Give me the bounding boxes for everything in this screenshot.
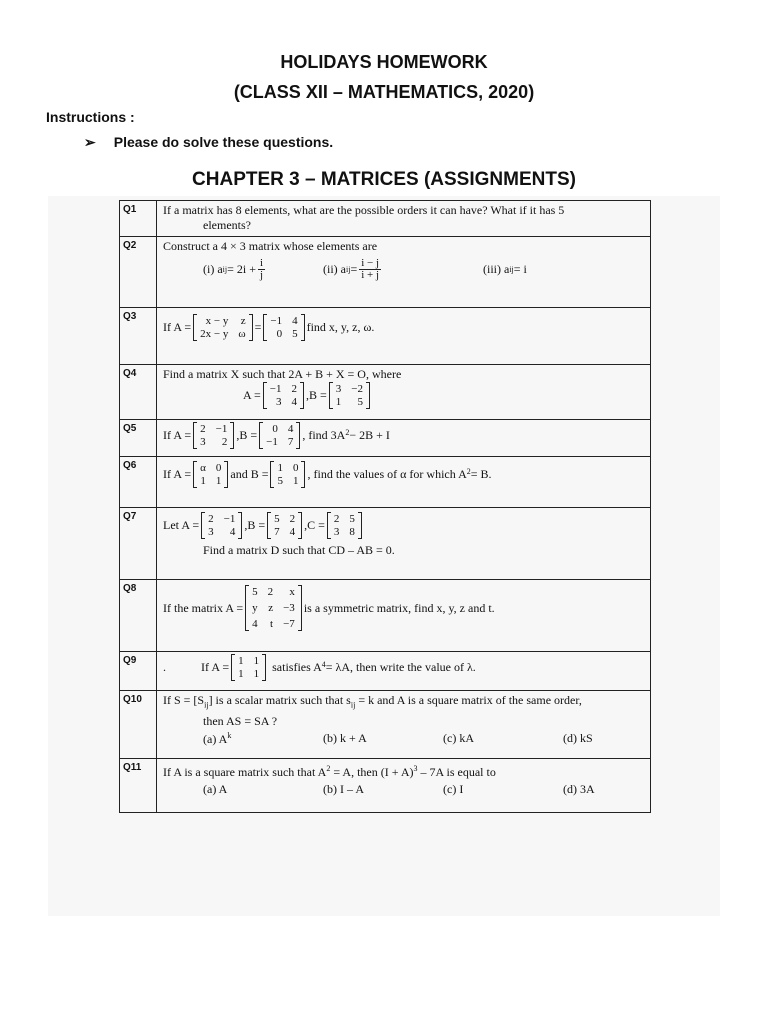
question-text (163, 761, 646, 780)
matrix-entry: 3 (335, 383, 342, 395)
superscript: 2 (326, 764, 331, 773)
subscript: ij (509, 265, 514, 274)
matrix-grid (197, 314, 248, 341)
matrix-grid (249, 585, 298, 631)
matrix-entry: 4 (229, 526, 236, 538)
matrix-grid (235, 654, 262, 681)
chapter-heading: CHAPTER 3 – MATRICES (ASSIGNMENTS) (192, 169, 576, 190)
question-text: ,C = (304, 518, 325, 532)
text-part: If A is a square matrix such that A (163, 765, 327, 779)
question-body (157, 457, 651, 508)
question-line (163, 512, 646, 539)
part-text: (i) a (203, 262, 223, 276)
question-number: Q9 (120, 652, 157, 691)
matrix-entry: 2 (221, 436, 228, 448)
question-text: If A = (163, 467, 192, 481)
matrix-entry: 5 (277, 475, 283, 487)
question-line (163, 585, 646, 631)
question-text: If A = (163, 320, 192, 334)
question-text: , find the values of α for which A (307, 467, 467, 481)
matrix-grid (267, 314, 300, 341)
question-row (120, 508, 651, 580)
matrix-entry: 7 (287, 436, 294, 448)
question-line (163, 654, 646, 681)
question-row (120, 308, 651, 365)
question-text: Let A = (163, 518, 200, 532)
question-line (163, 461, 646, 488)
question-text: Find a matrix X such that 2A + B + X = O, where (163, 367, 402, 381)
page-title: HOLIDAYS HOMEWORK (280, 52, 488, 72)
matrix-entry: z (268, 602, 274, 614)
matrix-entry: 2 (333, 513, 340, 525)
option-d: (d) 3A (563, 782, 595, 796)
question-text: elements? (203, 218, 251, 232)
matrix-entry: 5 (274, 513, 280, 525)
question-row (120, 652, 651, 691)
question-text: then AS = SA ? (203, 714, 278, 729)
question-row (120, 580, 651, 652)
matrix-grid (274, 461, 301, 488)
matrix-grid (263, 422, 296, 449)
matrix-entry: 0 (292, 462, 299, 474)
part-iii (483, 262, 527, 277)
question-body (157, 652, 651, 691)
question-text (163, 693, 646, 712)
part-text: = (350, 262, 358, 276)
question-text: = B. (470, 467, 492, 481)
question-body (157, 365, 651, 420)
matrix-entry: −1 (215, 423, 228, 435)
question-parts (163, 258, 646, 281)
instructions-label: Instructions : (46, 109, 135, 125)
question-text: , find 3A (302, 428, 346, 442)
question-text: satisfies A (272, 660, 322, 674)
part-ii (323, 258, 483, 281)
text-part: – 7A is equal to (417, 765, 496, 779)
part-text: (iii) a (483, 262, 510, 276)
part-text: = i (513, 262, 527, 276)
matrix-grid (333, 382, 366, 409)
matrix-entry: 2x − y (200, 328, 229, 340)
matrix-grid (267, 382, 300, 409)
question-text: . (163, 660, 166, 674)
matrix-entry: 2 (208, 513, 214, 525)
answer-options (163, 782, 646, 797)
question-text: A = (243, 388, 261, 402)
matrix-entry: 1 (277, 462, 283, 474)
matrix-b (270, 461, 305, 488)
question-body (157, 580, 651, 652)
matrix-entry: −2 (351, 383, 363, 395)
question-body (157, 420, 651, 457)
matrix-entry: z (240, 315, 246, 327)
question-line (163, 422, 646, 449)
question-number: Q10 (120, 691, 157, 759)
matrix-entry: 2 (200, 423, 206, 435)
question-text: Construct a 4 × 3 matrix whose elements are (163, 239, 378, 253)
question-text: is a symmetric matrix, find x, y, z and t. (303, 600, 495, 615)
question-text: ,B = (244, 518, 266, 532)
question-text: = (254, 320, 262, 334)
matrix-entry: α (200, 462, 206, 474)
question-line (163, 314, 646, 341)
question-text: ,B = (236, 428, 258, 442)
instruction-item (84, 134, 333, 151)
question-number: Q4 (120, 365, 157, 420)
subscript: ij (204, 700, 209, 710)
matrix-entry: 3 (276, 396, 282, 408)
question-body (157, 691, 651, 759)
matrix-entry: 2 (291, 383, 297, 395)
question-text: Find a matrix D such that CD – AB = 0. (203, 543, 395, 557)
option-c: (c) I (443, 782, 464, 796)
matrix-grid (197, 422, 230, 449)
question-text: If A = (201, 660, 230, 674)
matrix-grid (331, 512, 358, 539)
question-row (120, 691, 651, 759)
matrix-grid (197, 461, 224, 488)
matrix-entry: ω (238, 328, 246, 340)
question-number: Q1 (120, 201, 157, 237)
matrix-entry: 4 (289, 526, 296, 538)
question-row (120, 457, 651, 508)
matrix-entry: −1 (266, 436, 278, 448)
matrix-entry: 4 (292, 315, 298, 327)
matrix-entry: 1 (335, 396, 342, 408)
matrix-entry: 1 (238, 668, 244, 680)
matrix-entry: 5 (252, 586, 258, 598)
matrix-b (259, 422, 300, 449)
matrix-entry: 0 (276, 328, 283, 340)
matrix-entry: t (270, 618, 274, 630)
matrix-grid (205, 512, 238, 539)
matrix-entry: 8 (349, 526, 355, 538)
option-b: (b) I – A (323, 782, 364, 796)
fraction (258, 258, 265, 281)
question-number: Q11 (120, 759, 157, 813)
matrix-entry: x (289, 586, 295, 598)
denominator: i + j (361, 269, 380, 281)
matrix-entry: −1 (270, 315, 283, 327)
page-subtitle: (CLASS XII – MATHEMATICS, 2020) (233, 82, 535, 102)
matrix-entry: −7 (283, 618, 295, 630)
matrix-a (245, 585, 302, 631)
question-text: If the matrix A = (163, 600, 244, 615)
question-row (120, 420, 651, 457)
question-number: Q8 (120, 580, 157, 652)
matrix-entry: y (252, 602, 258, 614)
matrix-a (231, 654, 266, 681)
question-text: − 2B + I (349, 428, 390, 442)
matrix-entry: 1 (253, 668, 260, 680)
matrix-entry: 2 (289, 513, 296, 525)
text-part: = k and A is a square matrix of the same order, (355, 693, 582, 707)
matrix-a (263, 382, 304, 409)
question-line (163, 382, 646, 409)
matrix-entry: 1 (292, 475, 299, 487)
question-number: Q5 (120, 420, 157, 457)
superscript: 3 (413, 764, 418, 773)
matrix-entry: 7 (274, 526, 280, 538)
text-part: ] is a scalar matrix such that s (208, 693, 351, 707)
question-body (157, 201, 651, 237)
question-row (120, 759, 651, 813)
matrix-entry: 3 (333, 526, 340, 538)
part-text: (ii) a (323, 262, 346, 276)
option-c: (c) kA (443, 731, 474, 746)
text-part: = A, then (I + A) (330, 765, 414, 779)
matrix-c (327, 512, 362, 539)
answer-options (163, 731, 646, 747)
matrix-entry: −1 (269, 383, 282, 395)
question-text: If A = (163, 428, 192, 442)
matrix-entry: 2 (267, 586, 274, 598)
question-text: = λA, then write the value of λ. (325, 660, 476, 674)
subscript: ij (222, 265, 228, 274)
matrix-entry: 5 (349, 513, 355, 525)
question-body (157, 759, 651, 813)
question-number: Q6 (120, 457, 157, 508)
question-row (120, 201, 651, 237)
matrix-b (263, 314, 304, 341)
numerator: i − j (361, 257, 380, 269)
matrix-entry: x − y (205, 315, 229, 327)
question-row (120, 237, 651, 308)
question-row (120, 365, 651, 420)
subscript: ij (346, 265, 351, 274)
matrix-entry: 3 (200, 436, 206, 448)
matrix-a (201, 512, 242, 539)
arrow-bullet-icon: ➢ (84, 134, 96, 150)
matrix-a (193, 314, 252, 341)
question-number: Q3 (120, 308, 157, 365)
part-i (203, 258, 313, 281)
instruction-text: Please do solve these questions. (113, 134, 334, 150)
question-text: find x, y, z, ω. (306, 320, 375, 334)
question-number: Q7 (120, 508, 157, 580)
denominator: j (259, 269, 264, 281)
matrix-entry: 1 (253, 655, 260, 667)
superscript: 2 (345, 428, 350, 437)
question-text: If a matrix has 8 elements, what are the possible orders it can have? What if it has 5 (163, 203, 565, 217)
matrix-entry: 0 (215, 462, 222, 474)
matrix-entry: −3 (283, 602, 295, 614)
matrix-b (329, 382, 370, 409)
matrix-a (193, 422, 234, 449)
question-number: Q2 (120, 237, 157, 308)
option-a: (a) $A^k$ (203, 731, 232, 747)
matrix-entry: 4 (252, 618, 258, 630)
matrix-entry: 1 (200, 475, 206, 487)
matrix-entry: −1 (223, 513, 236, 525)
superscript: 2 (466, 467, 471, 476)
matrix-entry: 1 (238, 655, 244, 667)
question-body (157, 237, 651, 308)
option-d: (d) kS (563, 731, 593, 746)
questions-table (119, 200, 651, 813)
matrix-entry: 0 (272, 423, 278, 435)
matrix-entry: 5 (357, 396, 363, 408)
matrix-entry: 4 (287, 423, 294, 435)
matrix-b (267, 512, 302, 539)
matrix-entry: 1 (215, 475, 222, 487)
subscript: ij (350, 700, 356, 710)
question-text: ,B = (306, 388, 327, 402)
fraction (359, 258, 381, 281)
superscript: 4 (321, 660, 326, 669)
question-body (157, 508, 651, 580)
part-text: = 2i + (227, 262, 256, 276)
matrix-entry: 5 (292, 328, 298, 340)
matrix-a (193, 461, 228, 488)
option-a: (a) A (203, 782, 228, 796)
option-b: (b) k + A (323, 731, 367, 746)
question-body (157, 308, 651, 365)
question-text: and B = (230, 467, 269, 481)
matrix-entry: 3 (208, 526, 214, 538)
text-part: If S = [S (163, 693, 205, 707)
matrix-grid (271, 512, 298, 539)
matrix-entry: 4 (291, 396, 297, 408)
numerator: i (259, 257, 264, 269)
